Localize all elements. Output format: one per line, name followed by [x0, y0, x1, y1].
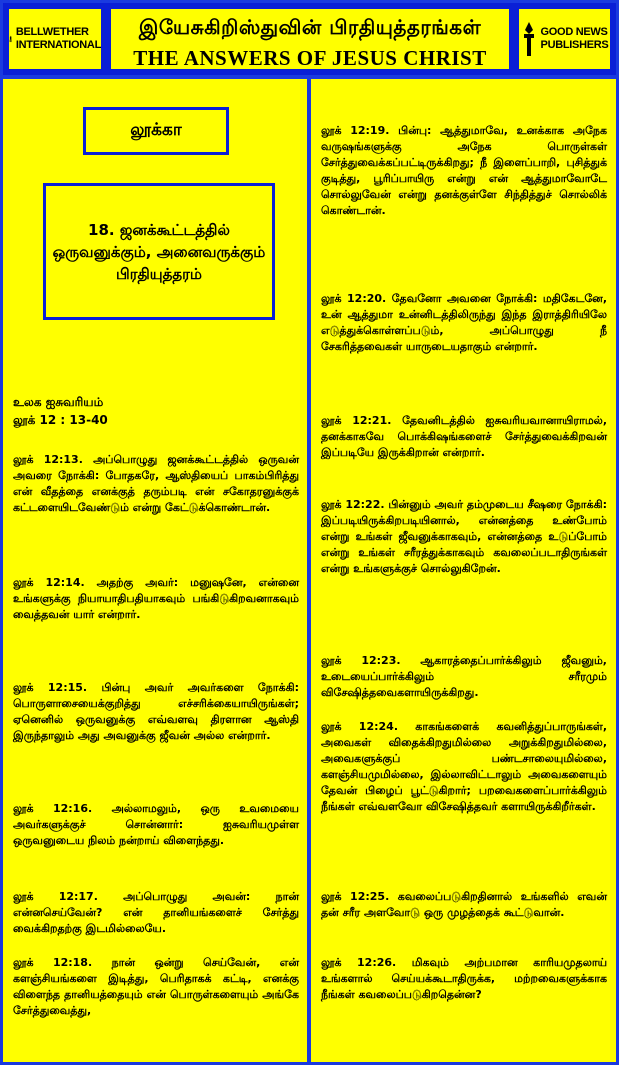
verse-12-26: லூக் 12:26. மிகவும் அற்பமான காரியமுதலாய் உங்களால் செய்யக்கூடாதிருக்க, மற்றவைகளுக்காக நீங்கள் கவலைப்படுகிறதென்ன?: [321, 956, 607, 1001]
bellwether-logo: [6, 6, 104, 72]
title-box: [108, 6, 512, 72]
verse-12-18: லூக் 12:18. நான் ஒன்று செய்வேன், என் களஞ்சியங்களை இடித்து, பெரிதாகக் கட்டி, எனக்கு விளைந்த தானியத்தையும் என் பொருள்களையும் அங்கே சேர்த்துவைத்து,: [13, 956, 299, 1017]
verse-12-17: லூக் 12:17. அப்பொழுது அவன்: நான் என்னசெய்வேன்? என் தானியங்களைச் சேர்த்து வைக்கிறதற்கு இடமில்லையே.: [13, 890, 299, 935]
verse-12-22: லூக் 12:22. பின்னும் அவர் தம்முடைய சீஷரை நோக்கி: இப்படியிருக்கிறபடியினால், என்னத்தை உண்போம் என்று உங்கள் ஜீவனுக்காகவும், என்னத்தை உடுப்போம் என்று உங்கள் சரீரத்துக்காகவும் கவலைப்படாதிருங்கள் என்று உங்களுக்குச் சொல்லுகிறேன்.: [321, 498, 607, 575]
verse-12-25: லூக் 12:25. கவலைப்படுகிறதினால் உங்களில் எவன் தன் சரீர அளவோடு ஒரு முழத்தைக் கூட்டுவான்.: [321, 890, 607, 919]
torch-icon: [521, 22, 537, 56]
reference-heading: லூக் 12 : 13-40: [13, 413, 108, 427]
shepherd-icon: [9, 22, 12, 56]
verse-12-24: லூக் 12:24. காகங்களைக் கவனித்துப்பாருங்கள், அவைகள் விதைக்கிறதுமில்லை அறுக்கிறதுமில்லை, அவைகளுக்குப் பண்டசாலையுமில்லை, களஞ்சியமுமில்லை, இல்லாவிட்டாலும் அவைகளையும் தேவன் பிழைப் பூட்டுகிறார்; பறவைகளைப்பார்க்கிலும் நீங்கள் எவ்வளவோ விசேஷித்தவர் களாயிருக்கிறீர்கள்.: [321, 720, 607, 813]
title-tamil: இயேசுகிறிஸ்துவின் பிரதியுத்தரங்கள்: [138, 15, 482, 39]
verse-12-20: லூக் 12:20. தேவனோ அவனை நோக்கி: மதிகேடனே, உன் ஆத்துமா உன்னிடத்திலிருந்து இந்த இராத்திரியிலே எடுத்துக்கொள்ளப்படும், அப்பொழுது நீ சேகரித்தவைகள் யாருடையதாகும் என்றார்.: [321, 292, 607, 353]
right-column: [311, 79, 616, 1062]
verse-12-21: லூக் 12:21. தேவனிடத்தில் ஐசுவரியவானாயிராமல், தனக்காகவே பொக்கிஷங்களைச் சேர்த்துவைக்கிறவன் இப்படியே இருக்கிறான் என்றார்.: [321, 414, 607, 459]
verse-12-16: லூக் 12:16. அல்லாமலும், ஒரு உவமையை அவர்களுக்குச் சொன்னார்: ஐசுவரியமுள்ள ஒருவனுடைய நிலம் நன்றாய் விளைந்தது.: [13, 802, 299, 847]
logo-right-line2: PUBLISHERS: [540, 39, 609, 51]
good-news-logo: [516, 6, 613, 72]
verse-12-19: லூக் 12:19. பின்பு: ஆத்துமாவே, உனக்காக அநேக வருஷங்களுக்கு அநேக பொருள்கள் சேர்த்துவைக்கப்பட்டிருக்கிறது; நீ இளைப்பாறி, புசித்துக் குடித்து, பூரிப்பாயிரு என்று என் ஆத்துமாவோடே சொல்லுவேன் என்று தனக்குள்ளே சிந்தித்துச் சொல்லிக் கொண்டான்.: [321, 124, 607, 217]
section-title: 18. ஜனக்கூட்டத்தில் ஒருவனுக்கும், அனைவருக்கும் பிரதியுத்தரம்: [43, 183, 275, 320]
logo-right-line1: GOOD NEWS: [540, 26, 608, 38]
verse-12-14: லூக் 12:14. அதற்கு அவர்: மனுஷனே, என்னை உங்களுக்கு நியாயாதிபதியாகவும் பங்கிடுகிறவனாகவும் வைத்தவன் யார் என்றார்.: [13, 576, 299, 621]
book-title: லூக்கா: [83, 107, 229, 155]
logo-left-line1: BELLWETHER: [15, 26, 89, 38]
verse-12-15: லூக் 12:15. பின்பு அவர் அவர்களை நோக்கி: பொருளாசையைக்குறித்து எச்சரிக்கையாயிருங்கள்; ஏனெனில் ஒருவனுக்கு எவ்வளவு திரளான ஆஸ்தி இருந்தாலும் அது அவனுக்கு ஜீவன் அல்ல என்றார்.: [13, 681, 299, 742]
title-english: THE ANSWERS OF JESUS CHRIST: [133, 46, 487, 70]
verse-12-23: லூக் 12:23. ஆகாரத்தைப்பார்க்கிலும் ஜீவனும், உடையைப்பார்க்கிலும் சரீரமும் விசேஷித்தவைகளாயிருக்கிறது.: [321, 654, 607, 699]
logo-left-line2: INTERNATIONAL: [15, 39, 101, 51]
verse-12-13: லூக் 12:13. அப்பொழுது ஜனக்கூட்டத்தில் ஒருவன் அவரை நோக்கி: போதகரே, ஆஸ்தியைப் பாகம்பிரித்து என் வீதத்தை எனக்குத் தரும்படி என் சகோதரனுக்குக் கட்டளையிடவேண்டும் என்று கேட்டுக்கொண்டான்.: [13, 453, 299, 514]
left-column: [3, 79, 307, 1062]
topic-heading: உலக ஐசுவரியம்: [13, 395, 104, 409]
